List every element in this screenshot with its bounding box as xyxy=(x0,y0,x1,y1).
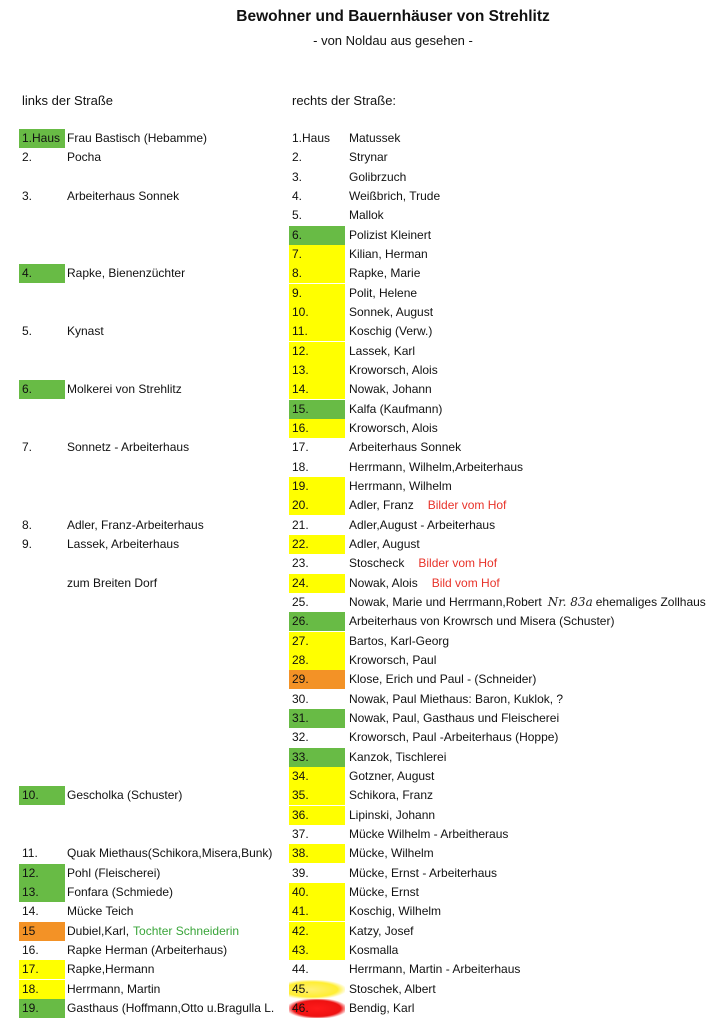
resident-name-text: Pohl (Fleischerei) xyxy=(67,865,161,880)
resident-name-text: Kilian, Herman xyxy=(349,246,428,261)
resident-name xyxy=(67,980,160,999)
house-number: 11. xyxy=(289,322,345,341)
page-subtitle: - von Noldau aus gesehen - xyxy=(313,33,473,48)
resident-name-text: Herrmann, Wilhelm,Arbeiterhaus xyxy=(349,459,524,474)
page-title: Bewohner und Bauernhäuser von Strehlitz xyxy=(236,8,550,25)
resident-name-text: Bartos, Karl-Georg xyxy=(349,633,450,648)
house-number: 15. xyxy=(289,400,345,419)
house-number: 1.Haus xyxy=(292,131,331,145)
house-number: 46. xyxy=(289,999,345,1018)
resident-name xyxy=(349,303,433,322)
resident-name xyxy=(67,941,227,960)
resident-name xyxy=(349,284,417,303)
house-number: 19. xyxy=(289,477,345,496)
house-number: 15 xyxy=(19,922,65,941)
resident-name-text: Lipinski, Johann xyxy=(349,807,436,822)
resident-name-text: Adler, Franz-Arbeiterhaus xyxy=(67,517,204,532)
house-number: 14. xyxy=(22,904,39,919)
resident-name xyxy=(349,612,614,631)
resident-name xyxy=(349,264,420,283)
resident-name xyxy=(67,922,239,941)
resident-name xyxy=(349,574,500,593)
resident-name-text: Mallok xyxy=(349,208,384,223)
resident-name-text: Frau Bastisch (Hebamme) xyxy=(67,131,208,145)
resident-name xyxy=(349,206,384,225)
resident-name-text: Polizist Kleinert xyxy=(349,227,432,242)
resident-name xyxy=(349,902,441,921)
resident-name xyxy=(349,342,415,361)
house-number: 22. xyxy=(289,535,345,554)
house-number: 34. xyxy=(289,767,345,786)
house-number: 21. xyxy=(292,517,309,532)
resident-name-text: Adler, August xyxy=(349,536,420,551)
house-number: 10. xyxy=(289,303,345,322)
resident-name xyxy=(349,709,559,728)
resident-name xyxy=(349,651,436,670)
house-number: 16. xyxy=(22,942,39,957)
resident-name xyxy=(349,670,536,689)
resident-name xyxy=(349,380,432,399)
house-number: 3. xyxy=(22,188,33,203)
house-number: 40. xyxy=(289,883,345,902)
house-number: 41. xyxy=(289,902,345,921)
house-number: 13. xyxy=(19,883,65,902)
resident-name xyxy=(349,361,438,380)
resident-name-text: Lassek, Karl xyxy=(349,343,416,358)
resident-name xyxy=(349,516,495,535)
resident-name xyxy=(349,148,388,167)
resident-name-text: Matussek xyxy=(349,131,401,145)
house-number: 10. xyxy=(19,786,65,805)
resident-name-text: Kroworsch, Paul xyxy=(349,652,437,667)
resident-name xyxy=(349,844,434,863)
resident-name xyxy=(349,941,398,960)
resident-name xyxy=(67,864,160,883)
resident-name xyxy=(349,419,438,438)
resident-name xyxy=(349,767,434,786)
resident-name-text: Mücke Wilhelm - Arbeitheraus xyxy=(349,826,509,841)
house-number: 28. xyxy=(289,651,345,670)
house-number: 38. xyxy=(289,844,345,863)
resident-name-text: Rapke, Bienenzüchter xyxy=(67,266,186,281)
resident-name xyxy=(349,322,432,341)
resident-name-text: Kroworsch, Alois xyxy=(349,362,438,377)
resident-name-text: Mücke, Ernst - Arbeiterhaus xyxy=(349,865,498,880)
resident-name-text: Arbeiterhaus Sonnek xyxy=(67,188,180,203)
house-number: 1.Haus xyxy=(19,129,65,148)
resident-name-text: Kynast xyxy=(67,324,104,339)
house-number: 6. xyxy=(289,226,345,245)
house-number xyxy=(19,574,65,593)
house-number: 11. xyxy=(22,846,38,861)
resident-name xyxy=(67,129,207,148)
resident-name xyxy=(67,786,182,805)
right-column-heading: rechts der Straße: xyxy=(292,93,397,108)
resident-name xyxy=(67,187,179,206)
resident-name xyxy=(67,844,272,863)
house-number: 36. xyxy=(289,806,345,825)
house-number: 4. xyxy=(292,188,303,203)
resident-name xyxy=(349,129,400,148)
resident-name-text: Herrmann, Martin xyxy=(67,981,161,996)
house-number: 2. xyxy=(292,150,303,165)
house-number: 7. xyxy=(289,245,345,264)
photo-note: Bild vom Hof xyxy=(431,575,500,590)
resident-name-text: Adler, Franz xyxy=(349,498,414,513)
resident-name-text: zum Breiten Dorf xyxy=(67,575,158,590)
house-number: 6. xyxy=(19,380,65,399)
house-number: 18. xyxy=(292,459,309,474)
resident-name-text: Weißbrich, Trude xyxy=(349,188,441,203)
house-number: 35. xyxy=(289,786,345,805)
resident-name xyxy=(67,883,173,902)
resident-name-text: Pocha xyxy=(67,150,102,165)
resident-name-text: Quak Miethaus(Schikora,Misera,Bunk) xyxy=(67,846,273,861)
resident-name-text: Kroworsch, Alois xyxy=(349,420,438,435)
resident-name xyxy=(349,245,428,264)
house-number: 37. xyxy=(292,826,309,841)
resident-name xyxy=(67,516,204,535)
resident-name-text: Herrmann, Wilhelm xyxy=(349,478,452,493)
house-number: 7. xyxy=(22,440,33,455)
house-number: 12. xyxy=(289,342,345,361)
resident-name xyxy=(349,922,413,941)
resident-name xyxy=(349,554,497,573)
resident-name-text: Adler,August - Arbeiterhaus xyxy=(349,517,496,532)
resident-name-text: Rapke Herman (Arbeiterhaus) xyxy=(67,942,228,957)
resident-name-text: Strynar xyxy=(349,150,388,165)
photo-note: Bilder vom Hof xyxy=(427,498,507,513)
resident-name-text: Stoschek, Albert xyxy=(349,981,436,996)
resident-name-text: Gescholka (Schuster) xyxy=(67,788,183,803)
resident-name-text: Katzy, Josef xyxy=(349,923,414,938)
house-number: 2. xyxy=(22,150,33,165)
resident-name-text: Nowak, Paul, Gasthaus und Fleischerei xyxy=(349,710,560,725)
resident-name-text: Gasthaus (Hoffmann,Otto u.Bragulla L. xyxy=(67,1000,275,1015)
house-number: 16. xyxy=(289,419,345,438)
house-number: 33. xyxy=(289,748,345,767)
resident-name-text: Sonnetz - Arbeiterhaus xyxy=(67,440,190,455)
house-number: 8. xyxy=(22,517,33,532)
resident-name-text: Dubiel,Karl, xyxy=(67,923,130,938)
resident-name-text: Molkerei von Strehlitz xyxy=(67,382,182,397)
resident-name-text: Koschig, Wilhelm xyxy=(349,904,442,919)
resident-name-text: Mücke, Ernst xyxy=(349,884,420,899)
resident-name xyxy=(67,902,133,921)
resident-name-text: Golibrzuch xyxy=(349,169,407,184)
resident-name-text: Arbeiterhaus von Krowrsch und Misera (Schuster) xyxy=(349,614,615,629)
house-number: 9. xyxy=(22,536,33,551)
resident-name-text: Schikora, Franz xyxy=(349,788,434,803)
resident-name xyxy=(67,264,185,283)
house-number: 5. xyxy=(292,208,303,223)
resident-name-text: Kroworsch, Paul -Arbeiterhaus (Hoppe) xyxy=(349,730,559,745)
resident-name-text: Arbeiterhaus Sonnek xyxy=(349,440,462,455)
house-number: 43. xyxy=(289,941,345,960)
house-number: 24. xyxy=(289,574,345,593)
house-number: 17. xyxy=(292,440,309,455)
resident-name-text: Klose, Erich und Paul - (Schneider) xyxy=(349,672,537,687)
resident-name-text: Kalfa (Kaufmann) xyxy=(349,401,443,416)
occupation-note: Tochter Schneiderin xyxy=(133,923,240,938)
resident-name xyxy=(349,477,452,496)
resident-name xyxy=(349,825,508,844)
resident-name xyxy=(349,593,706,612)
resident-name-text: Bendig, Karl xyxy=(349,1000,415,1015)
resident-name xyxy=(349,438,461,457)
house-number: 8. xyxy=(289,264,345,283)
resident-name xyxy=(67,380,182,399)
resident-name-text: Nowak, Johann xyxy=(349,382,432,397)
house-number: 13. xyxy=(289,361,345,380)
resident-name xyxy=(349,980,436,999)
resident-name-text: Rapke,Hermann xyxy=(67,962,155,977)
resident-name xyxy=(67,574,157,593)
resident-name xyxy=(349,960,520,979)
resident-name xyxy=(349,400,442,419)
resident-name xyxy=(349,496,506,515)
resident-name xyxy=(349,226,431,245)
house-number: 5. xyxy=(22,324,33,339)
resident-name xyxy=(349,864,497,883)
house-number: 42. xyxy=(289,922,345,941)
resident-name xyxy=(67,322,104,341)
house-number: 12. xyxy=(19,864,65,883)
resident-name-text: Lassek, Arbeiterhaus xyxy=(67,536,180,551)
resident-name-text: Polit, Helene xyxy=(349,285,418,300)
handwritten-note: Nr. 83a xyxy=(547,594,593,609)
resident-name-text: Fonfara (Schmiede) xyxy=(67,884,174,899)
house-number: 31. xyxy=(289,709,345,728)
resident-name xyxy=(67,438,189,457)
resident-name-text: Nowak, Paul Miethaus: Baron, Kuklok, ? xyxy=(349,691,564,706)
house-number: 3. xyxy=(292,169,303,184)
resident-name-text: Sonnek, August xyxy=(349,304,434,319)
resident-name-text: Nowak, Alois xyxy=(349,575,418,590)
resident-name xyxy=(349,748,446,767)
house-number: 25. xyxy=(292,594,309,609)
resident-name xyxy=(67,999,274,1018)
house-number: 39. xyxy=(292,865,309,880)
house-number: 23. xyxy=(292,556,309,571)
resident-name xyxy=(349,883,419,902)
house-number: 29. xyxy=(289,670,345,689)
resident-name xyxy=(349,168,406,187)
resident-name-text: Kosmalla xyxy=(349,942,399,957)
house-number: 32. xyxy=(292,730,309,745)
resident-name-text: Nowak, Marie und Herrmann,Robert xyxy=(349,594,542,609)
house-number: 14. xyxy=(289,380,345,399)
resident-name xyxy=(349,786,433,805)
resident-name xyxy=(349,806,435,825)
house-number: 17. xyxy=(19,960,65,979)
resident-name xyxy=(67,960,154,979)
house-number: 9. xyxy=(289,284,345,303)
house-number: 27. xyxy=(289,632,345,651)
resident-name-text: Koschig (Verw.) xyxy=(349,324,433,339)
resident-name-text: Stoscheck xyxy=(349,556,405,571)
resident-name xyxy=(349,632,449,651)
name-suffix: ehemaliges Zollhaus xyxy=(595,594,706,609)
resident-name xyxy=(349,728,558,747)
house-number: 44. xyxy=(292,962,309,977)
resident-name-text: Kanzok, Tischlerei xyxy=(349,749,447,764)
resident-name-text: Rapke, Marie xyxy=(349,266,421,281)
house-number: 26. xyxy=(289,612,345,631)
left-column-heading: links der Straße xyxy=(22,93,114,108)
resident-name xyxy=(349,999,414,1018)
resident-name xyxy=(349,187,440,206)
resident-name xyxy=(349,535,420,554)
resident-name xyxy=(349,458,523,477)
house-number: 4. xyxy=(19,264,65,283)
house-number: 18. xyxy=(19,980,65,999)
resident-name-text: Mücke, Wilhelm xyxy=(349,846,434,861)
house-number: 45. xyxy=(289,980,345,999)
resident-name xyxy=(67,535,179,554)
house-number: 19. xyxy=(19,999,65,1018)
house-number: 30. xyxy=(292,691,309,706)
photo-note: Bilder vom Hof xyxy=(418,556,498,571)
resident-name xyxy=(349,690,563,709)
resident-name xyxy=(67,148,101,167)
resident-name-text: Mücke Teich xyxy=(67,904,134,919)
resident-name-text: Gotzner, August xyxy=(349,768,435,783)
house-number: 20. xyxy=(289,496,345,515)
resident-name-text: Herrmann, Martin - Arbeiterhaus xyxy=(349,962,521,977)
